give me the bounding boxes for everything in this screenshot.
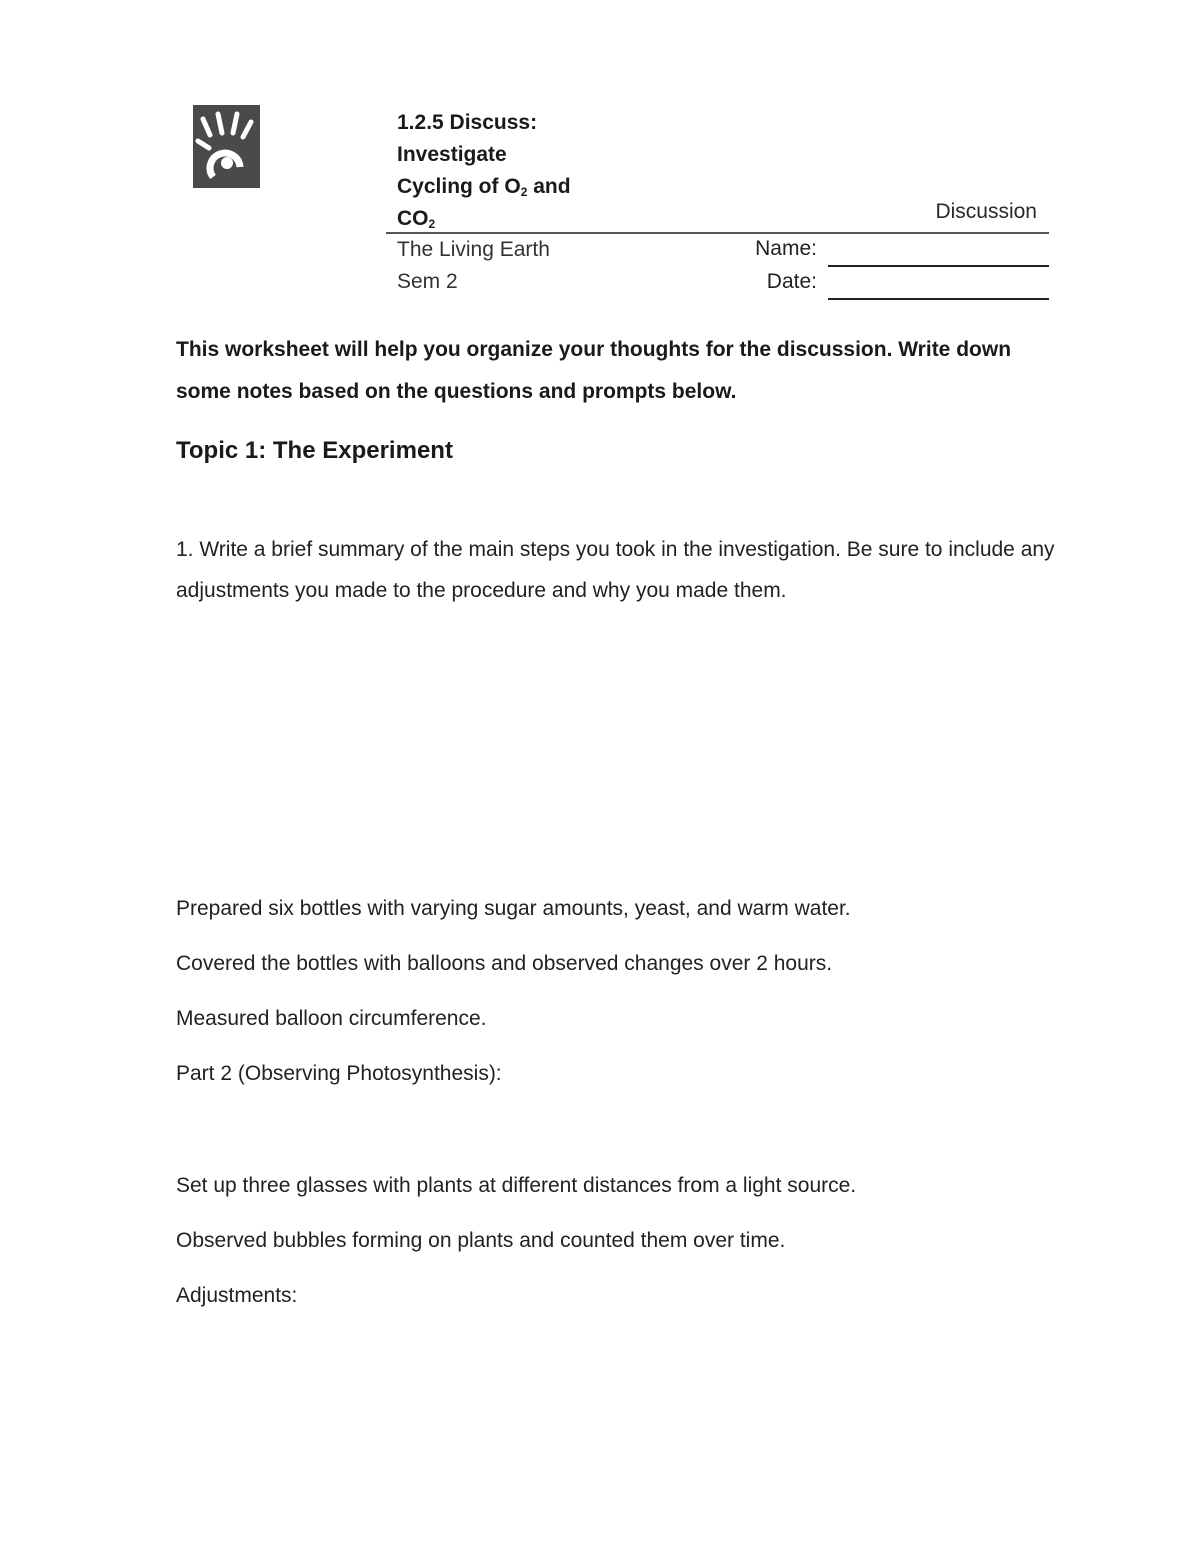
date-field[interactable]	[700, 270, 1049, 300]
name-label: Name:	[755, 237, 817, 260]
title-line-4-text: CO	[397, 207, 429, 230]
answer-line: Prepared six bottles with varying sugar amounts, yeast, and warm water.	[176, 897, 851, 920]
answer-line: Measured balloon circumference.	[176, 1007, 487, 1030]
name-input-line[interactable]	[828, 265, 1049, 267]
answer-line: Part 2 (Observing Photosynthesis):	[176, 1062, 502, 1085]
answer-line: Observed bubbles forming on plants and counted them over time.	[176, 1229, 786, 1252]
title-line-3-text: Cycling of O	[397, 175, 521, 198]
date-input-line[interactable]	[828, 298, 1049, 300]
title-line-4-subscript: 2	[428, 217, 436, 231]
title-line-3	[397, 171, 571, 203]
doc-type-label: Discussion	[935, 200, 1037, 223]
date-label: Date:	[766, 270, 817, 293]
answer-line: Covered the bottles with balloons and observed changes over 2 hours.	[176, 952, 833, 975]
intro-instructions: This worksheet will help you organize your thoughts for the discussion. Write down some notes based on the questions and prompts below.	[176, 338, 1012, 403]
answer-line: Set up three glasses with plants at different distances from a light source.	[176, 1174, 857, 1197]
name-field[interactable]	[700, 237, 1049, 267]
title-line-2: Investigate	[397, 143, 507, 166]
title-line-3-suffix: and	[527, 175, 571, 198]
question-1: 1. Write a brief summary of the main steps you took in the investigation. Be sure to include any adjustments you made to the procedure and why you made them.	[176, 538, 1055, 602]
title-line-1: 1.2.5 Discuss:	[397, 111, 538, 134]
title-line-3-subscript: 2	[520, 185, 528, 199]
worksheet-title	[397, 107, 571, 235]
topic-heading: Topic 1: The Experiment	[176, 437, 453, 464]
title-line-4	[397, 203, 571, 235]
course-info	[397, 234, 550, 298]
answer-line: Adjustments:	[176, 1284, 298, 1307]
sunburst-logo-icon	[193, 105, 260, 188]
semester: Sem 2	[397, 270, 458, 293]
course-name: The Living Earth	[397, 238, 550, 261]
